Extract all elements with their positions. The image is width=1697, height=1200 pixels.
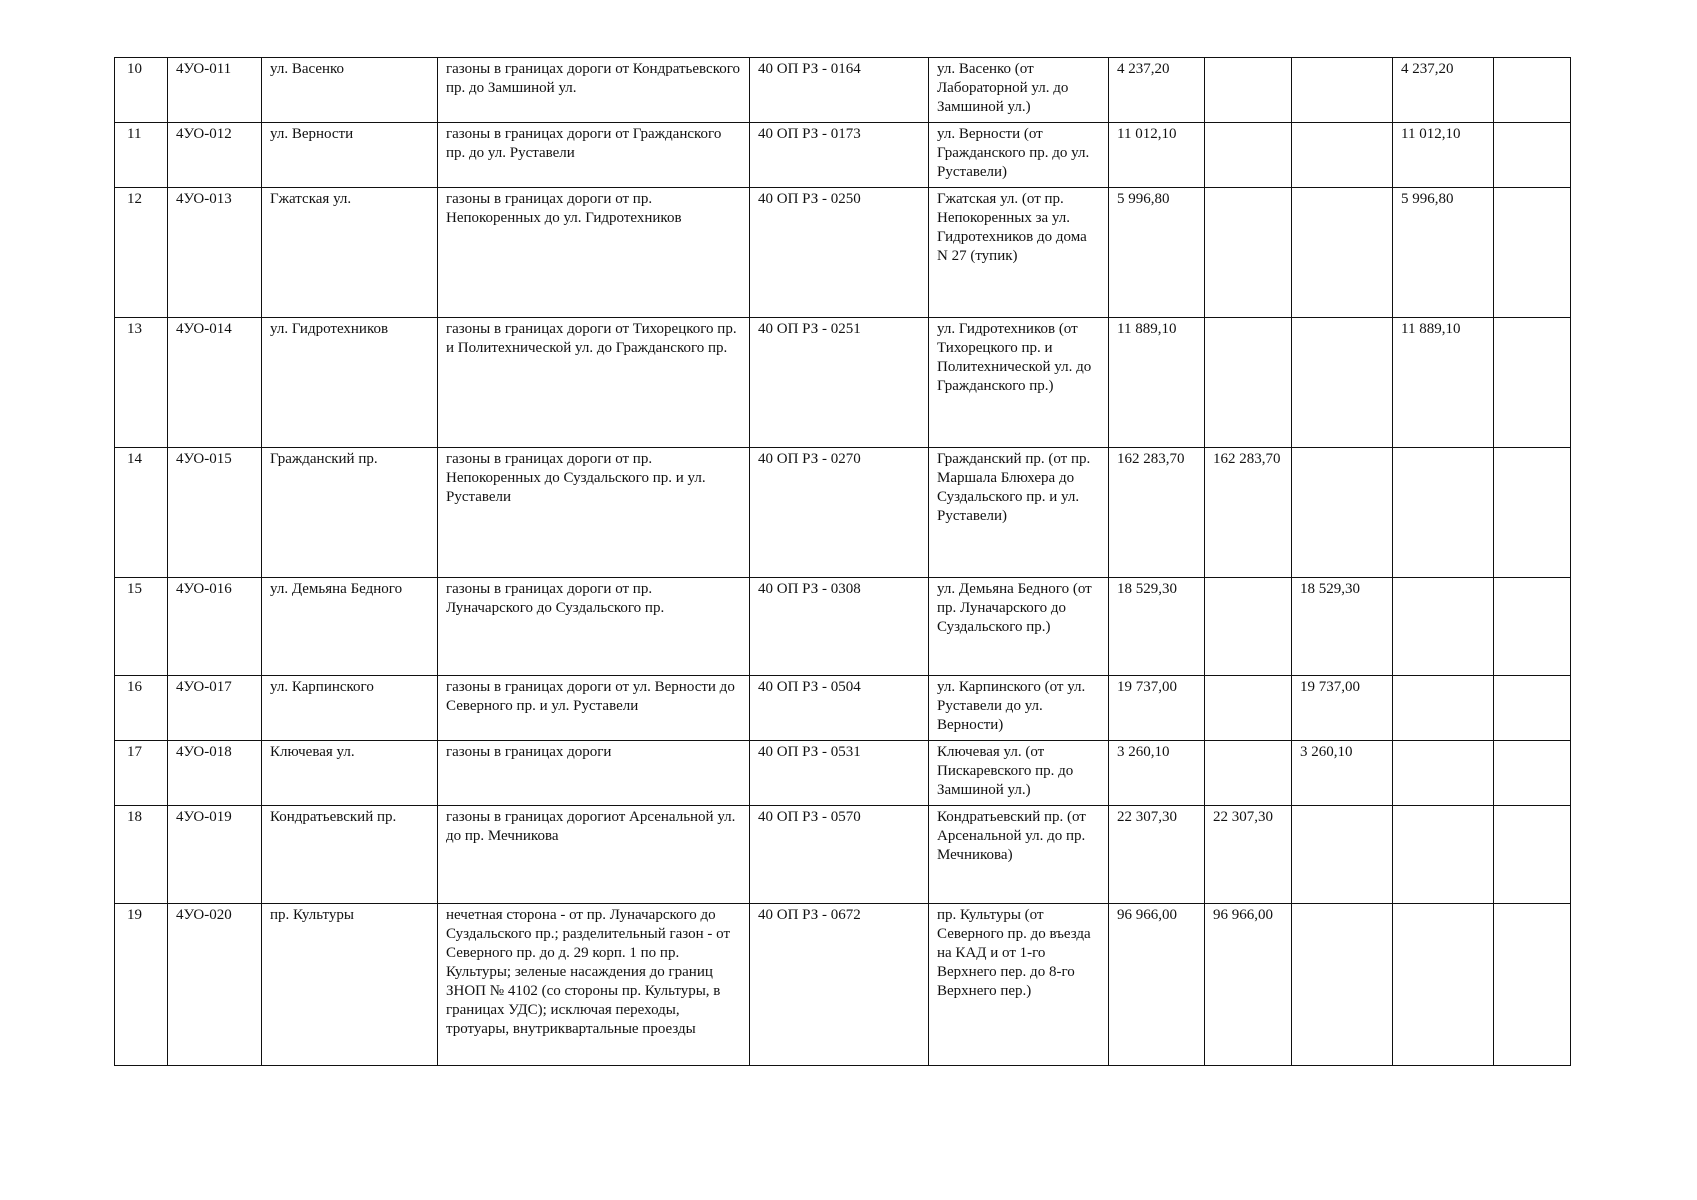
note-cell [1494,578,1571,676]
area-category-1-cell: 162 283,70 [1205,448,1292,578]
area-category-2-cell: 19 737,00 [1292,676,1393,741]
area-category-3-cell: 11 889,10 [1393,318,1494,448]
green-zones-table [114,57,1571,1066]
road-id-cell: 40 ОП РЗ - 0531 [750,741,929,806]
road-id-cell: 40 ОП РЗ - 0270 [750,448,929,578]
zone-description-cell: газоны в границах дороги [438,741,750,806]
street-name-cell: Ключевая ул. [262,741,438,806]
table-row [115,806,1571,904]
zone-description-cell: нечетная сторона - от пр. Луначарского до Суздальского пр.; разделительный газон - от Северного пр. до д. 29 корп. 1 по пр. Культуры; зеленые насаждения до границ ЗНОП № 4102 (со стороны пр. Культуры, в границах УДС); исключая переходы, тротуары, внутриквартальные проезды [438,904,750,1066]
road-id-cell: 40 ОП РЗ - 0250 [750,188,929,318]
table-row [115,318,1571,448]
area-total-cell: 19 737,00 [1109,676,1205,741]
area-category-3-cell [1393,741,1494,806]
object-code-cell: 4УО-012 [168,123,262,188]
road-id-cell: 40 ОП РЗ - 0570 [750,806,929,904]
area-category-2-cell: 18 529,30 [1292,578,1393,676]
road-id-cell: 40 ОП РЗ - 0164 [750,58,929,123]
area-category-2-cell [1292,123,1393,188]
area-total-cell: 162 283,70 [1109,448,1205,578]
street-name-cell: Гжатская ул. [262,188,438,318]
road-name-cell: пр. Культуры (от Северного пр. до въезда на КАД и от 1-го Верхнего пер. до 8-го Верхнего пер.) [929,904,1109,1066]
road-name-cell: Гжатская ул. (от пр. Непокоренных за ул. Гидротехников до дома N 27 (тупик) [929,188,1109,318]
zone-description-cell: газоны в границах дороги от Кондратьевского пр. до Замшиной ул. [438,58,750,123]
road-name-cell: Ключевая ул. (от Пискаревского пр. до Замшиной ул.) [929,741,1109,806]
row-number-cell: 18 [115,806,168,904]
road-id-cell: 40 ОП РЗ - 0308 [750,578,929,676]
area-category-2-cell [1292,188,1393,318]
street-name-cell: ул. Демьяна Бедного [262,578,438,676]
area-category-2-cell: 3 260,10 [1292,741,1393,806]
area-category-3-cell [1393,904,1494,1066]
table-row [115,123,1571,188]
area-category-1-cell [1205,58,1292,123]
note-cell [1494,741,1571,806]
object-code-cell: 4УО-018 [168,741,262,806]
area-category-1-cell: 96 966,00 [1205,904,1292,1066]
zone-description-cell: газоны в границах дороги от ул. Верности до Северного пр. и ул. Руставели [438,676,750,741]
area-category-3-cell: 4 237,20 [1393,58,1494,123]
object-code-cell: 4УО-014 [168,318,262,448]
zone-description-cell: газоны в границах дороги от пр. Непокоренных до ул. Гидротехников [438,188,750,318]
area-total-cell: 4 237,20 [1109,58,1205,123]
road-id-cell: 40 ОП РЗ - 0672 [750,904,929,1066]
object-code-cell: 4УО-020 [168,904,262,1066]
zone-description-cell: газоны в границах дорогиот Арсенальной ул. до пр. Мечникова [438,806,750,904]
object-code-cell: 4УО-016 [168,578,262,676]
note-cell [1494,188,1571,318]
road-name-cell: Кондратьевский пр. (от Арсенальной ул. до пр. Мечникова) [929,806,1109,904]
area-category-3-cell [1393,806,1494,904]
table-row [115,58,1571,123]
area-category-3-cell [1393,676,1494,741]
area-total-cell: 11 012,10 [1109,123,1205,188]
row-number-cell: 17 [115,741,168,806]
area-category-2-cell [1292,318,1393,448]
road-name-cell: ул. Карпинского (от ул. Руставели до ул. Верности) [929,676,1109,741]
area-category-1-cell [1205,123,1292,188]
road-id-cell: 40 ОП РЗ - 0173 [750,123,929,188]
street-name-cell: Кондратьевский пр. [262,806,438,904]
area-total-cell: 11 889,10 [1109,318,1205,448]
area-category-3-cell [1393,578,1494,676]
table-row [115,578,1571,676]
note-cell [1494,318,1571,448]
area-category-2-cell [1292,448,1393,578]
street-name-cell: пр. Культуры [262,904,438,1066]
area-category-2-cell [1292,58,1393,123]
zone-description-cell: газоны в границах дороги от пр. Непокоренных до Суздальского пр. и ул. Руставели [438,448,750,578]
table-body [115,58,1571,1066]
zone-description-cell: газоны в границах дороги от пр. Луначарского до Суздальского пр. [438,578,750,676]
road-name-cell: ул. Гидротехников (от Тихорецкого пр. и Политехнической ул. до Гражданского пр.) [929,318,1109,448]
area-category-1-cell [1205,741,1292,806]
note-cell [1494,448,1571,578]
road-id-cell: 40 ОП РЗ - 0251 [750,318,929,448]
street-name-cell: ул. Васенко [262,58,438,123]
area-category-1-cell [1205,578,1292,676]
area-total-cell: 5 996,80 [1109,188,1205,318]
area-total-cell: 3 260,10 [1109,741,1205,806]
area-category-3-cell: 11 012,10 [1393,123,1494,188]
area-category-1-cell [1205,676,1292,741]
object-code-cell: 4УО-013 [168,188,262,318]
table-row [115,741,1571,806]
area-total-cell: 22 307,30 [1109,806,1205,904]
row-number-cell: 19 [115,904,168,1066]
zone-description-cell: газоны в границах дороги от Тихорецкого пр. и Политехнической ул. до Гражданского пр. [438,318,750,448]
road-name-cell: ул. Демьяна Бедного (от пр. Луначарского до Суздальского пр.) [929,578,1109,676]
note-cell [1494,123,1571,188]
note-cell [1494,676,1571,741]
area-category-2-cell [1292,904,1393,1066]
street-name-cell: ул. Карпинского [262,676,438,741]
table-row [115,188,1571,318]
road-id-cell: 40 ОП РЗ - 0504 [750,676,929,741]
zone-description-cell: газоны в границах дороги от Гражданского пр. до ул. Руставели [438,123,750,188]
row-number-cell: 11 [115,123,168,188]
road-name-cell: ул. Верности (от Гражданского пр. до ул. Руставели) [929,123,1109,188]
row-number-cell: 10 [115,58,168,123]
street-name-cell: Гражданский пр. [262,448,438,578]
row-number-cell: 13 [115,318,168,448]
object-code-cell: 4УО-015 [168,448,262,578]
row-number-cell: 12 [115,188,168,318]
street-name-cell: ул. Гидротехников [262,318,438,448]
object-code-cell: 4УО-011 [168,58,262,123]
object-code-cell: 4УО-019 [168,806,262,904]
note-cell [1494,904,1571,1066]
area-total-cell: 96 966,00 [1109,904,1205,1066]
street-name-cell: ул. Верности [262,123,438,188]
road-name-cell: Гражданский пр. (от пр. Маршала Блюхера до Суздальского пр. и ул. Руставели) [929,448,1109,578]
area-category-1-cell [1205,188,1292,318]
area-category-1-cell [1205,318,1292,448]
note-cell [1494,806,1571,904]
table-row [115,448,1571,578]
table-row [115,904,1571,1066]
row-number-cell: 14 [115,448,168,578]
area-total-cell: 18 529,30 [1109,578,1205,676]
area-category-1-cell: 22 307,30 [1205,806,1292,904]
area-category-3-cell: 5 996,80 [1393,188,1494,318]
area-category-2-cell [1292,806,1393,904]
row-number-cell: 16 [115,676,168,741]
row-number-cell: 15 [115,578,168,676]
table-row [115,676,1571,741]
note-cell [1494,58,1571,123]
area-category-3-cell [1393,448,1494,578]
object-code-cell: 4УО-017 [168,676,262,741]
road-name-cell: ул. Васенко (от Лабораторной ул. до Замшиной ул.) [929,58,1109,123]
